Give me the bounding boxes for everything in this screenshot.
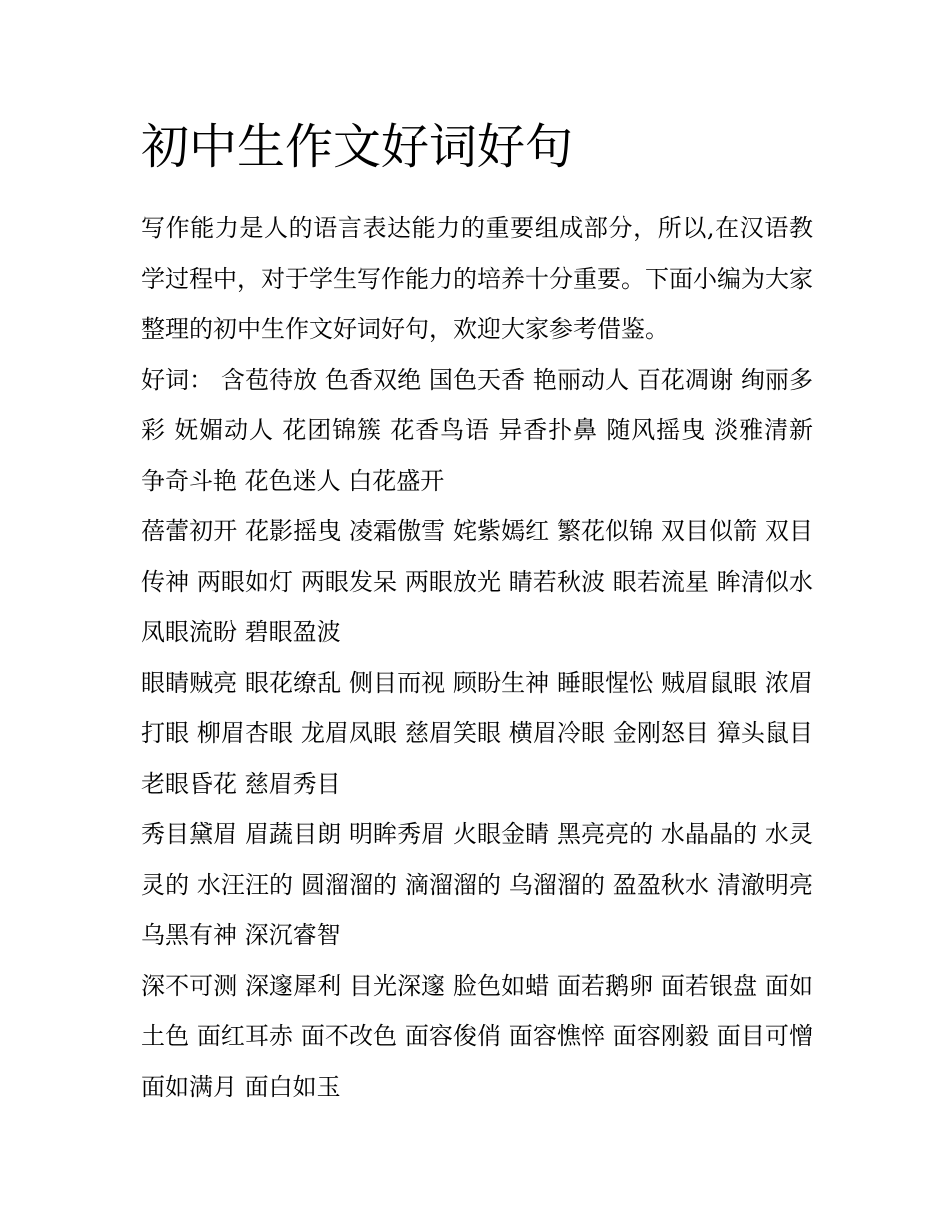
document-body [141,203,813,1112]
word-list-paragraph: 秀目黛眉 眉蔬目朗 明眸秀眉 火眼金睛 黑亮亮的 水晶晶的 水灵灵的 水汪汪的 圆溜溜的 滴溜溜的 乌溜溜的 盈盈秋水 清澈明亮 乌黑有神 深沉睿智 [141,820,813,949]
intro-paragraph: 写作能力是人的语言表达能力的重要组成部分，所以,在汉语教学过程中，对于学生写作能力的培养十分重要。下面小编为大家整理的初中生作文好词好句，欢迎大家参考借鉴。 [141,214,813,343]
word-list-paragraph: 好词： 含苞待放 色香双绝 国色天香 艳丽动人 百花凋谢 绚丽多彩 妩媚动人 花团锦簇 花香鸟语 异香扑鼻 随风摇曳 淡雅清新 争奇斗艳 花色迷人 白花盛开 [141,365,813,495]
word-list-paragraph: 蓓蕾初开 花影摇曳 凌霜傲雪 姹紫嫣红 繁花似锦 双目似箭 双目传神 两眼如灯 两眼发呆 两眼放光 睛若秋波 眼若流星 眸清似水 凤眼流盼 碧眼盈波 [141,517,813,646]
word-list-paragraph: 眼睛贼亮 眼花缭乱 侧目而视 顾盼生神 睡眼惺忪 贼眉鼠眼 浓眉打眼 柳眉杏眼 龙眉凤眼 慈眉笑眼 横眉冷眼 金刚怒目 獐头鼠目 老眼昏花 慈眉秀目 [141,668,813,798]
word-list-paragraph: 深不可测 深邃犀利 目光深邃 脸色如蜡 面若鹅卵 面若银盘 面如土色 面红耳赤 面不改色 面容俊俏 面容憔悴 面容刚毅 面目可憎 面如满月 面白如玉 [141,971,813,1101]
document-title: 初中生作文好词好句 [141,119,574,175]
document-content [141,115,813,1112]
